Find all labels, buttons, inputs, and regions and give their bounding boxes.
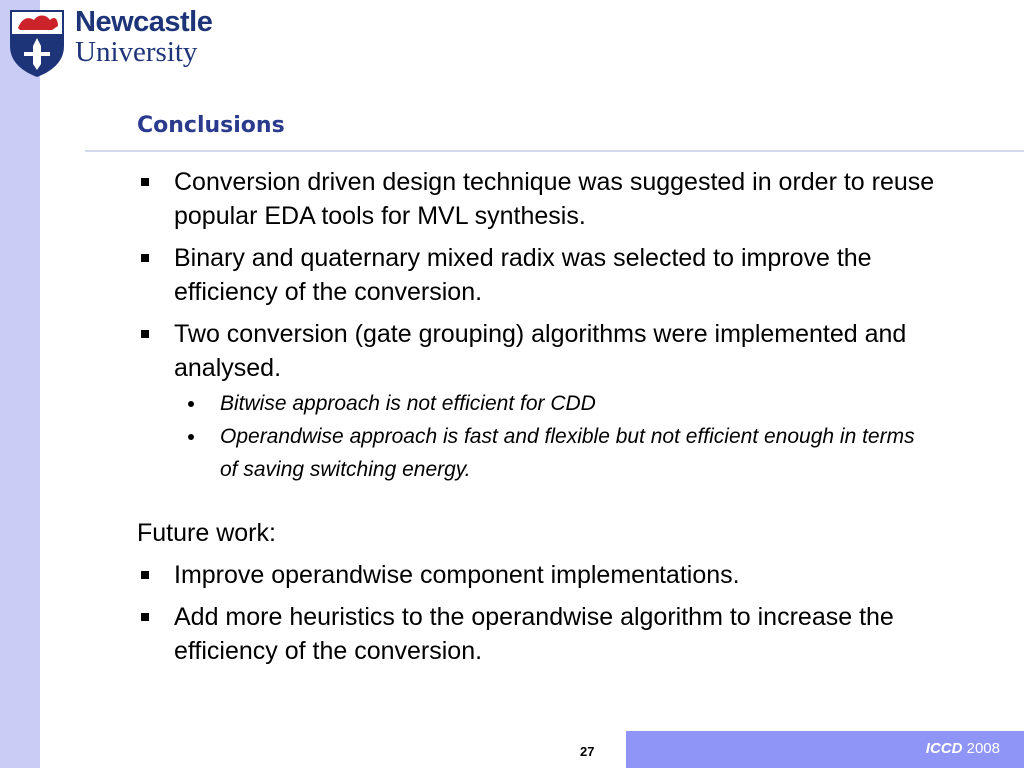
footer-bar	[626, 731, 1024, 768]
bullet-text: Conversion driven design technique was suggested in order to reuse popular EDA tools for MVL synthesis.	[174, 168, 935, 230]
bullet-item	[137, 558, 967, 592]
bullet-item	[137, 600, 967, 668]
bullet-item	[137, 241, 967, 309]
sub-bullet-text: Bitwise approach is not efficient for CDD	[220, 392, 596, 415]
university-logo	[8, 6, 218, 78]
conference-year: 2008	[966, 740, 1000, 757]
sub-bullet-item	[182, 387, 967, 420]
square-bullet-icon	[141, 571, 149, 579]
bullet-item	[137, 165, 967, 233]
logo-wordmark-line2: University	[75, 36, 198, 68]
slide-title: Conclusions	[137, 113, 285, 138]
bullet-item	[137, 317, 967, 385]
bullet-text: Improve operandwise component implementations.	[174, 561, 740, 589]
conference-label	[926, 740, 1000, 757]
bullet-text: Two conversion (gate grouping) algorithms were implemented and analysed.	[174, 320, 907, 382]
square-bullet-icon	[141, 254, 149, 262]
square-bullet-icon	[141, 330, 149, 338]
left-decor-band	[0, 0, 40, 768]
title-divider	[85, 150, 1024, 152]
sub-bullet-text: Operandwise approach is fast and flexible but not efficient enough in terms of saving switching energy.	[220, 425, 915, 481]
crest-icon	[8, 8, 66, 78]
bullet-text: Binary and quaternary mixed radix was selected to improve the efficiency of the conversion.	[174, 244, 872, 306]
logo-wordmark-line1: Newcastle	[75, 6, 213, 38]
page-number: 27	[580, 744, 595, 759]
slide-body	[137, 165, 967, 676]
square-bullet-icon	[141, 613, 149, 621]
bullet-text: Add more heuristics to the operandwise algorithm to increase the efficiency of the conversion.	[174, 603, 894, 665]
dot-bullet-icon	[188, 401, 194, 407]
dot-bullet-icon	[188, 434, 194, 440]
future-work-heading: Future work:	[137, 519, 276, 547]
conference-name: ICCD	[925, 740, 963, 757]
square-bullet-icon	[141, 178, 149, 186]
sub-bullet-item	[182, 420, 920, 486]
